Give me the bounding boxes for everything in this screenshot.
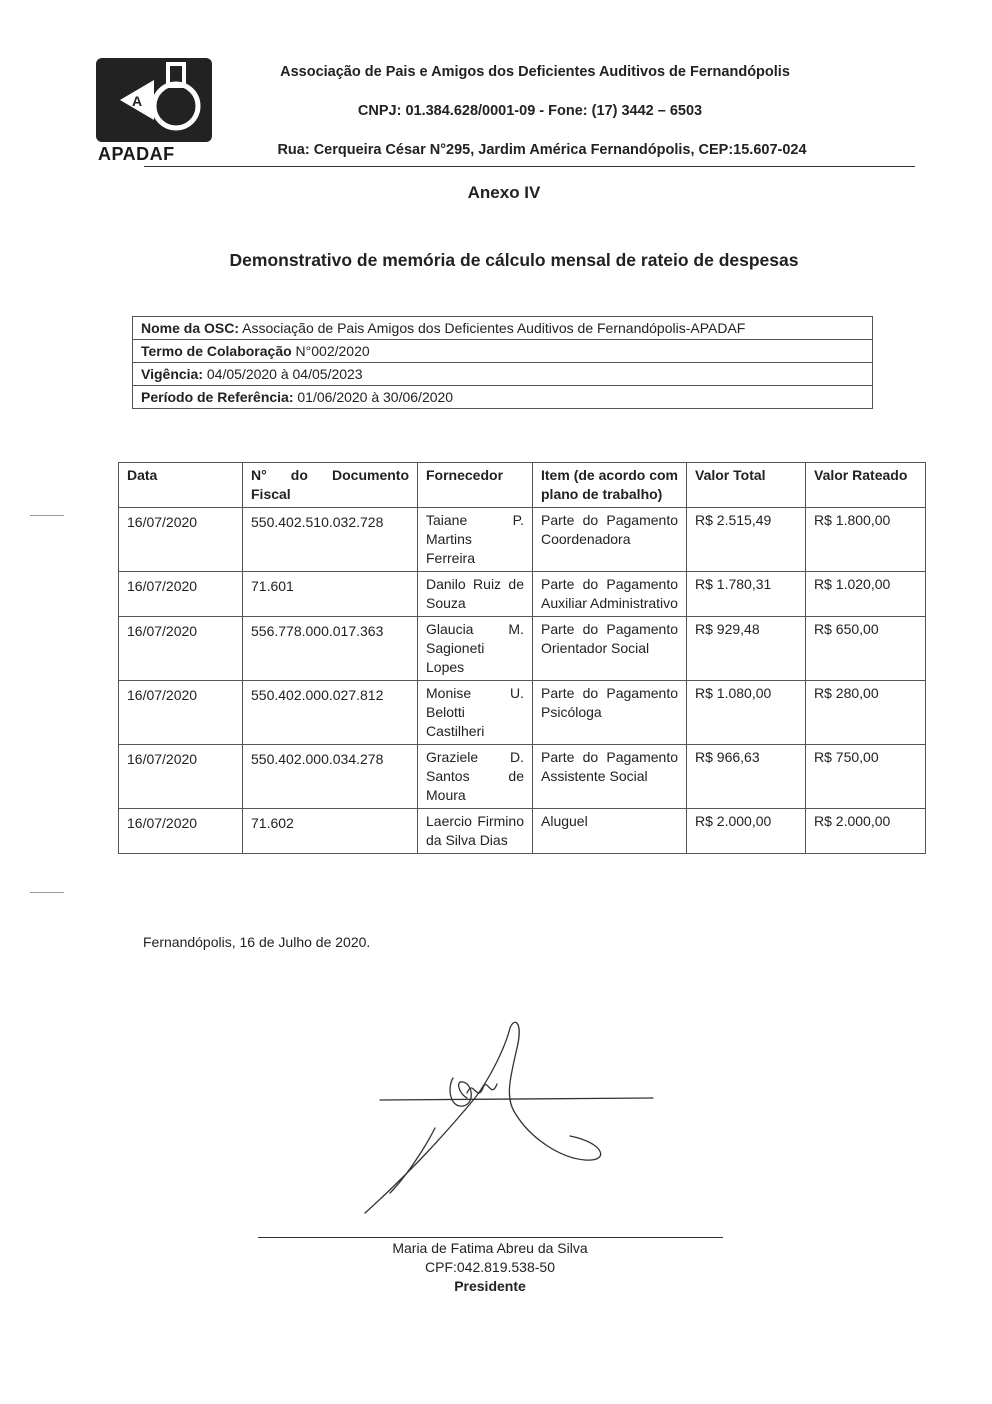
expense-table xyxy=(118,462,926,854)
periodo-value: 01/06/2020 à 30/06/2020 xyxy=(293,389,454,405)
scan-mark xyxy=(30,892,64,893)
cell-data: 16/07/2020 xyxy=(119,745,243,809)
cell-doc: 550.402.000.027.812 xyxy=(243,681,418,745)
cell-fornecedor: Glaucia M. Sagioneti Lopes xyxy=(418,617,533,681)
cell-fornecedor: Danilo Ruiz de Souza xyxy=(418,572,533,617)
col-header-item: Item (de acordo com plano de trabalho) xyxy=(533,463,687,508)
cell-doc: 556.778.000.017.363 xyxy=(243,617,418,681)
cell-doc: 71.602 xyxy=(243,809,418,854)
cell-item: Parte do Pagamento Orientador Social xyxy=(533,617,687,681)
osc-name-value: Associação de Pais Amigos dos Deficientes Auditivos de Fernandópolis-APADAF xyxy=(239,320,746,336)
cell-valor-rateado: R$ 750,00 xyxy=(806,745,926,809)
osc-name-label: Nome da OSC: xyxy=(141,320,240,336)
vigencia-label: Vigência: xyxy=(141,366,203,382)
cell-doc: 71.601 xyxy=(243,572,418,617)
svg-text:A: A xyxy=(132,93,143,109)
cell-valor-total: R$ 1.780,31 xyxy=(687,572,806,617)
signatory-cpf: CPF:042.819.538-50 xyxy=(425,1259,555,1275)
cell-valor-total: R$ 929,48 xyxy=(687,617,806,681)
document-title: Demonstrativo de memória de cálculo mensal de rateio de despesas xyxy=(229,250,799,270)
col-header-valor-total: Valor Total xyxy=(687,463,806,508)
osc-name-row xyxy=(133,317,872,340)
cell-valor-rateado: R$ 1.020,00 xyxy=(806,572,926,617)
cell-item: Parte do Pagamento Coordenadora xyxy=(533,508,687,572)
cell-valor-total: R$ 2.000,00 xyxy=(687,809,806,854)
cell-doc: 550.402.000.034.278 xyxy=(243,745,418,809)
cell-valor-total: R$ 966,63 xyxy=(687,745,806,809)
table-row xyxy=(119,508,926,572)
table-row xyxy=(119,809,926,854)
letterhead-divider xyxy=(144,166,915,167)
logo-emblem xyxy=(96,58,212,142)
osc-info-box xyxy=(132,316,873,409)
cell-item: Parte do Pagamento Auxiliar Administrativo xyxy=(533,572,687,617)
cell-valor-rateado: R$ 2.000,00 xyxy=(806,809,926,854)
cell-valor-total: R$ 1.080,00 xyxy=(687,681,806,745)
col-header-data: Data xyxy=(119,463,243,508)
apadaf-logo xyxy=(96,58,214,162)
cell-item: Aluguel xyxy=(533,809,687,854)
address: Rua: Cerqueira César N°295, Jardim América Fernandópolis, CEP:15.607-024 xyxy=(277,142,807,158)
col-header-doc: N° do Documento Fiscal xyxy=(243,463,418,508)
table-header-row xyxy=(119,463,926,508)
table-row xyxy=(119,617,926,681)
signature-line xyxy=(258,1237,723,1238)
cell-item: Parte do Pagamento Assistente Social xyxy=(533,745,687,809)
place-and-date: Fernandópolis, 16 de Julho de 2020. xyxy=(143,934,371,950)
table-row xyxy=(119,681,926,745)
cell-valor-rateado: R$ 280,00 xyxy=(806,681,926,745)
logo-symbol-icon xyxy=(96,58,212,142)
signatory-name: Maria de Fatima Abreu da Silva xyxy=(392,1240,588,1256)
cell-fornecedor: Monise U. Belotti Castilheri xyxy=(418,681,533,745)
termo-row xyxy=(133,340,872,363)
vigencia-value: 04/05/2020 à 04/05/2023 xyxy=(203,366,363,382)
cell-fornecedor: Laercio Firmino da Silva Dias xyxy=(418,809,533,854)
logo-text: APADAF xyxy=(98,144,175,164)
col-header-valor-rateado: Valor Rateado xyxy=(806,463,926,508)
col-header-fornecedor: Fornecedor xyxy=(418,463,533,508)
cell-doc: 550.402.510.032.728 xyxy=(243,508,418,572)
table-row xyxy=(119,745,926,809)
cell-valor-total: R$ 2.515,49 xyxy=(687,508,806,572)
cell-fornecedor: Taiane P. Martins Ferreira xyxy=(418,508,533,572)
cell-data: 16/07/2020 xyxy=(119,681,243,745)
termo-value: N°002/2020 xyxy=(291,343,370,359)
cell-valor-rateado: R$ 650,00 xyxy=(806,617,926,681)
periodo-label: Período de Referência: xyxy=(141,389,294,405)
scan-mark xyxy=(30,515,64,516)
cell-data: 16/07/2020 xyxy=(119,508,243,572)
cell-valor-rateado: R$ 1.800,00 xyxy=(806,508,926,572)
table-row xyxy=(119,572,926,617)
annex-heading: Anexo IV xyxy=(467,183,541,202)
vigencia-row xyxy=(133,363,872,386)
signatory-role: Presidente xyxy=(454,1278,526,1294)
cell-item: Parte do Pagamento Psicóloga xyxy=(533,681,687,745)
periodo-row xyxy=(133,386,872,408)
cell-data: 16/07/2020 xyxy=(119,572,243,617)
cell-fornecedor: Graziele D. Santos de Moura xyxy=(418,745,533,809)
handwritten-signature xyxy=(355,1018,665,1218)
org-name: Associação de Pais e Amigos dos Deficientes Auditivos de Fernandópolis xyxy=(280,64,790,80)
cell-data: 16/07/2020 xyxy=(119,617,243,681)
cnpj-phone: CNPJ: 01.384.628/0001-09 - Fone: (17) 3442 – 6503 xyxy=(357,103,703,119)
cell-data: 16/07/2020 xyxy=(119,809,243,854)
termo-label: Termo de Colaboração xyxy=(141,343,292,359)
